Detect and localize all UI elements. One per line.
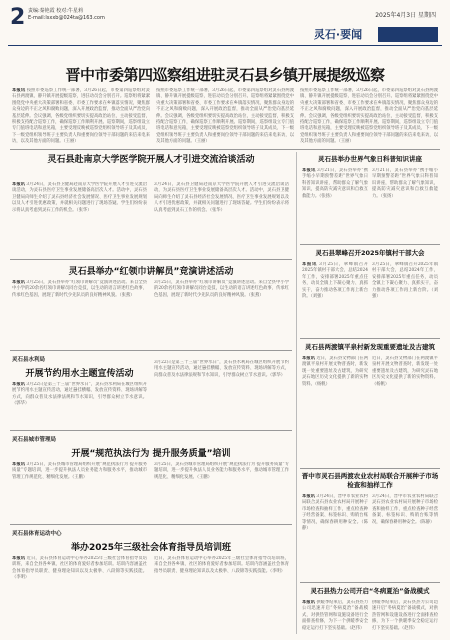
divider [300, 244, 440, 245]
divider [300, 338, 440, 339]
lead-body: 按照市委巡察工作统一部署，3月26日起，市委第四巡察组对灵石县两渡镇、静升镇开展提级巡察，进驻动员会分别召开。巡察组将紧紧围绕党中央重大决策部署和省委、市委工作要求在乡镇落实情况，聚焦群众身边的不正之风和腐败问题，深入开展政治监督，推动全面从严治党向基层延伸。会议强调，各级党组织要切实提高政治站位，主动接受监督，积极支持配合巡察工作，确保巡察工作顺利开展。巡察期间，巡察组设立专门值班电话和意见箱，主要受理反映被巡察党组织领导班子及其成员、下一级党组织领导班子主要负责人和重要岗位领导干部问题的来信来电来访，以及其他方面的问题。（王丽） [12, 88, 150, 145]
body-cuifeng: 3月25日，翠峰镇召开2025年镇村干部大会，总结2024年工作，安排部署2025年重点任务，动员全镇上下凝心聚力、真抓实干，奋力推动各项工作再上新台阶。（刘强） [302, 262, 368, 300]
article-body-medical-2 [154, 182, 289, 256]
article-body-heating [302, 600, 368, 634]
tag-relics: 本报讯 [302, 356, 315, 361]
article-body-redscarf [12, 280, 147, 346]
body-seeds-2: 3月24日，晋中市农业农村局联合灵石县农业农村局开展种子市场检查和抽样工作，重点检查种子经营备案、标签标识、购销台账等情况，确保春耕用种安全。（陈静） [372, 494, 438, 525]
article-title-relics: 灵石县两渡镇平泉村新发现重要遗址及古建筑 [305, 343, 435, 351]
article-body-lawenforce-2 [154, 462, 289, 520]
tag-lawenforce: 本报讯 [12, 462, 26, 467]
article-body-weather-2 [372, 168, 438, 240]
tag-seeds: 本报讯 [302, 494, 316, 499]
article-body-lawenforce [12, 462, 147, 520]
article-title-seeds: 晋中市灵石县两渡农业农村局联合开展种子市场检查和抽样工作 [301, 472, 439, 489]
lead-body-3: 按照市委巡察工作统一部署，3月26日起，市委第四巡察组对灵石县两渡镇、静升镇开展提级巡察，进驻动员会分别召开。巡察组将紧紧围绕党中央重大决策部署和省委、市委工作要求在乡镇落实情况，聚焦群众身边的不正之风和腐败问题，深入开展政治监督，推动全面从严治党向基层延伸。会议强调，各级党组织要切实提高政治站位，主动接受监督，积极支持配合巡察工作，确保巡察工作顺利开展。巡察期间，巡察组设立专门值班电话和意见箱，主要受理反映被巡察党组织领导班子及其成员、下一级党组织领导班子主要负责人和重要岗位领导干部问题的来信来电来访，以及其他方面的问题。（王丽） [300, 88, 438, 145]
article-body-water [12, 382, 147, 426]
article-title-cuifeng: 灵石县翠峰召开2025年镇村干部大会 [315, 249, 425, 257]
section-title: 灵石·要闻 [298, 26, 378, 43]
body-weather: 3月21日，灵石县举办“携手缩小早期预警差距”世界气象日科普知识讲座，帮助群众了解气象知识，提高防灾减灾意识和自救互救能力。（张扬） [302, 168, 368, 199]
body-redscarf: 3月25日，灵石县举办“红领巾讲解员”竞演讲述活动。来自全县中小学的20余名红领巾讲解员同台竞技，以生动的语言讲述红色故事、传承红色基因，展现了新时代少先队员的良好精神风貌。（张燕） [12, 280, 147, 298]
page-number: 2 [10, 5, 26, 30]
article-body-medical [12, 182, 147, 256]
body-sports: 近日，灵石县体育运动中心举办2025年三级社会体育指导员培训班，来自全县各乡镇、社区的体育爱好者参加培训。培训内容涵盖社会体育指导员职责、健身理论知识以及太极拳、八段锦等实践技能。（李明） [12, 556, 147, 581]
article-title-medical: 灵石县赴南京大学医学院开展人才引进交流洽谈活动 [47, 155, 255, 165]
email-line: E-mail:lsxxb@024ta@163.com [28, 15, 105, 21]
body-medical: 3月24日，灵石县卫健局赴南京大学医学院开展人才引进交流洽谈活动，为灵石县医疗卫生事业发展储备高层次人才。活动中，灵石县卫健局向师生介绍了灵石县经济社会发展情况、医疗卫生事业发展规划以及人才引进优惠政策，并就相关问题进行了现场答疑。学生们纷纷表示将认真考虑到灵石工作的机会。（张华） [12, 182, 147, 213]
divider [300, 582, 440, 583]
body-redscarf-2: 3月25日，灵石县举办“红领巾讲解员”竞演讲述活动。来自全县中小学的20余名红领巾讲解员同台竞技，以生动的语言讲述红色故事、传承红色基因，展现了新时代少先队员的良好精神风貌。（张燕） [154, 280, 289, 298]
lead-article-col2 [156, 88, 294, 146]
article-body-cuifeng-2 [372, 262, 438, 334]
lead-article-col3 [300, 88, 438, 146]
page-header [0, 0, 450, 46]
article-title-redscarf: 灵石县举办“红领巾讲解员”竞演讲述活动 [68, 267, 234, 277]
divider [300, 468, 440, 469]
lead-tag: 本报讯 [12, 88, 26, 93]
tag-weather: 本报讯 [302, 168, 316, 173]
tag-redscarf: 本报讯 [12, 280, 25, 285]
tag-heating: 本报讯 [302, 600, 315, 605]
article-title-sports: 举办2025年三级社会体育指导员培训班 [70, 543, 232, 553]
body-heating: 供暖季结束后，灵石县热力公司迅速开启“冬病夏治”备战模式，对供热管网和设施设备进行全面排查检修，为下一个供暖季安全稳定运行打下坚实基础。（赵伟） [302, 600, 368, 631]
column-divider [296, 152, 297, 634]
article-body-weather [302, 168, 368, 240]
body-heating-2: 供暖季结束后，灵石县热力公司迅速开启“冬病夏治”备战模式，对供热管网和设施设备进行全面排查检修，为下一个供暖季安全稳定运行打下坚实基础。（赵伟） [372, 600, 438, 631]
body-medical-2: 3月24日，灵石县卫健局赴南京大学医学院开展人才引进交流洽谈活动，为灵石县医疗卫生事业发展储备高层次人才。活动中，灵石县卫健局向师生介绍了灵石县经济社会发展情况、医疗卫生事业发展规划以及人才引进优惠政策，并就相关问题进行了现场答疑。学生们纷纷表示将认真考虑到灵石工作的机会。（张华） [154, 182, 289, 213]
body-relics-2: 近日，灵石县文物部门在两渡镇平泉村开展文物普查时，新发现一处重要遗址及古建筑，为研究灵石地区历史文化提供了新的实物资料。（杨帆） [372, 356, 438, 387]
article-title-weather: 灵石县举办世界气象日科普知识讲座 [318, 155, 422, 163]
body-weather-2: 3月21日，灵石县举办“携手缩小早期预警差距”世界气象日科普知识讲座，帮助群众了解气象知识，提高防灾减灾意识和自救互救能力。（张扬） [372, 168, 438, 199]
article-body-relics-2 [372, 356, 438, 464]
article-body-water-2 [154, 360, 289, 426]
article-body-sports [12, 556, 147, 634]
department-label: 灵石县体育运动中心 [12, 531, 62, 537]
article-body-heating-2 [372, 600, 438, 634]
lead-headline: 晋中市委第四巡察组进驻灵石县乡镇开展提级巡察 [65, 66, 385, 84]
body-cuifeng-2: 3月25日，翠峰镇召开2025年镇村干部大会，总结2024年工作，安排部署2025年重点任务，动员全镇上下凝心聚力、真抓实干，奋力推动各项工作再上新台阶。（刘强） [372, 262, 438, 300]
article-title-lawenforce: 开展“规范执法行为 提升服务质量”培训 [71, 449, 231, 459]
department-label: 灵石县水利局 [12, 357, 46, 363]
article-body-cuifeng [302, 262, 368, 334]
tag-cuifeng: 本报讯 [302, 262, 318, 267]
lead-article-col1 [12, 88, 150, 146]
body-sports-2: 近日，灵石县体育运动中心举办2025年三级社会体育指导员培训班，来自全县各乡镇、社区的体育爱好者参加培训。培训内容涵盖社会体育指导员职责、健身理论知识以及太极拳、八段锦等实践技能。（李明） [154, 556, 289, 574]
tag-water: 本报讯 [12, 382, 25, 387]
header-rule [8, 45, 442, 46]
divider [10, 259, 292, 260]
tag-medical: 本报讯 [12, 182, 25, 187]
body-relics: 近日，灵石县文物部门在两渡镇平泉村开展文物普查时，新发现一处重要遗址及古建筑，为研究灵石地区历史文化提供了新的实物资料。（杨帆） [302, 356, 368, 387]
article-body-relics [302, 356, 368, 464]
divider [10, 524, 292, 525]
issue-date: 2025年4月3日 星期四 [375, 12, 436, 19]
lead-body-2: 按照市委巡察工作统一部署，3月26日起，市委第四巡察组对灵石县两渡镇、静升镇开展提级巡察，进驻动员会分别召开。巡察组将紧紧围绕党中央重大决策部署和省委、市委工作要求在乡镇落实情况，聚焦群众身边的不正之风和腐败问题，深入开展政治监督，推动全面从严治党向基层延伸。会议强调，各级党组织要切实提高政治站位，主动接受监督，积极支持配合巡察工作，确保巡察工作顺利开展。巡察期间，巡察组设立专门值班电话和意见箱，主要受理反映被巡察党组织领导班子及其成员、下一级党组织领导班子主要负责人和重要岗位领导干部问题的来信来电来访，以及其他方面的问题。（王丽） [156, 88, 294, 145]
body-lawenforce: 3月25日，灵石县城市管理局组织开展“规范执法行为 提升服务质量”专题培训，进一步提升执法人员业务能力和服务水平，推动城市管理工作规范化、精细化发展。（王鹏） [12, 462, 147, 480]
divider [10, 149, 440, 150]
tag-sports: 本报讯 [12, 556, 26, 561]
article-body-seeds [302, 494, 368, 578]
article-title-water: 开展节约用水主题宣传活动 [25, 369, 134, 379]
divider [10, 350, 292, 351]
editor-line: 责编:秦艳霞 校对:牛星莉 [28, 8, 83, 14]
department-label: 灵石县城市管理局 [12, 437, 57, 443]
article-body-redscarf-2 [154, 280, 289, 346]
body-seeds: 3月24日，晋中市农业农村局联合灵石县农业农村局开展种子市场检查和抽样工作，重点检查种子经营备案、标签标识、购销台账等情况，确保春耕用种安全。（陈静） [302, 494, 368, 532]
body-water: 3月22日是第三十三届“世界水日”，灵石县水利局在城区组织开展节约用水主题宣传活动，通过悬挂横幅、发放宣传资料、现场讲解等方式，向群众普及水法律法规和节水知识，引导群众树立节水意识。（郭华） [12, 382, 147, 407]
article-title-heating: 灵石县热力公司开启“冬病夏治”备战模式 [310, 587, 430, 595]
body-water-2: 3月22日是第三十三届“世界水日”，灵石县水利局在城区组织开展节约用水主题宣传活动，通过悬挂横幅、发放宣传资料、现场讲解等方式，向群众普及水法律法规和节水知识，引导群众树立节水意识。（郭华） [154, 360, 289, 378]
article-body-sports-2 [154, 556, 289, 634]
body-lawenforce-2: 3月25日，灵石县城市管理局组织开展“规范执法行为 提升服务质量”专题培训，进一步提升执法人员业务能力和服务水平，推动城市管理工作规范化、精细化发展。（王鹏） [154, 462, 289, 480]
article-body-seeds-2 [372, 494, 438, 578]
divider [10, 430, 292, 431]
